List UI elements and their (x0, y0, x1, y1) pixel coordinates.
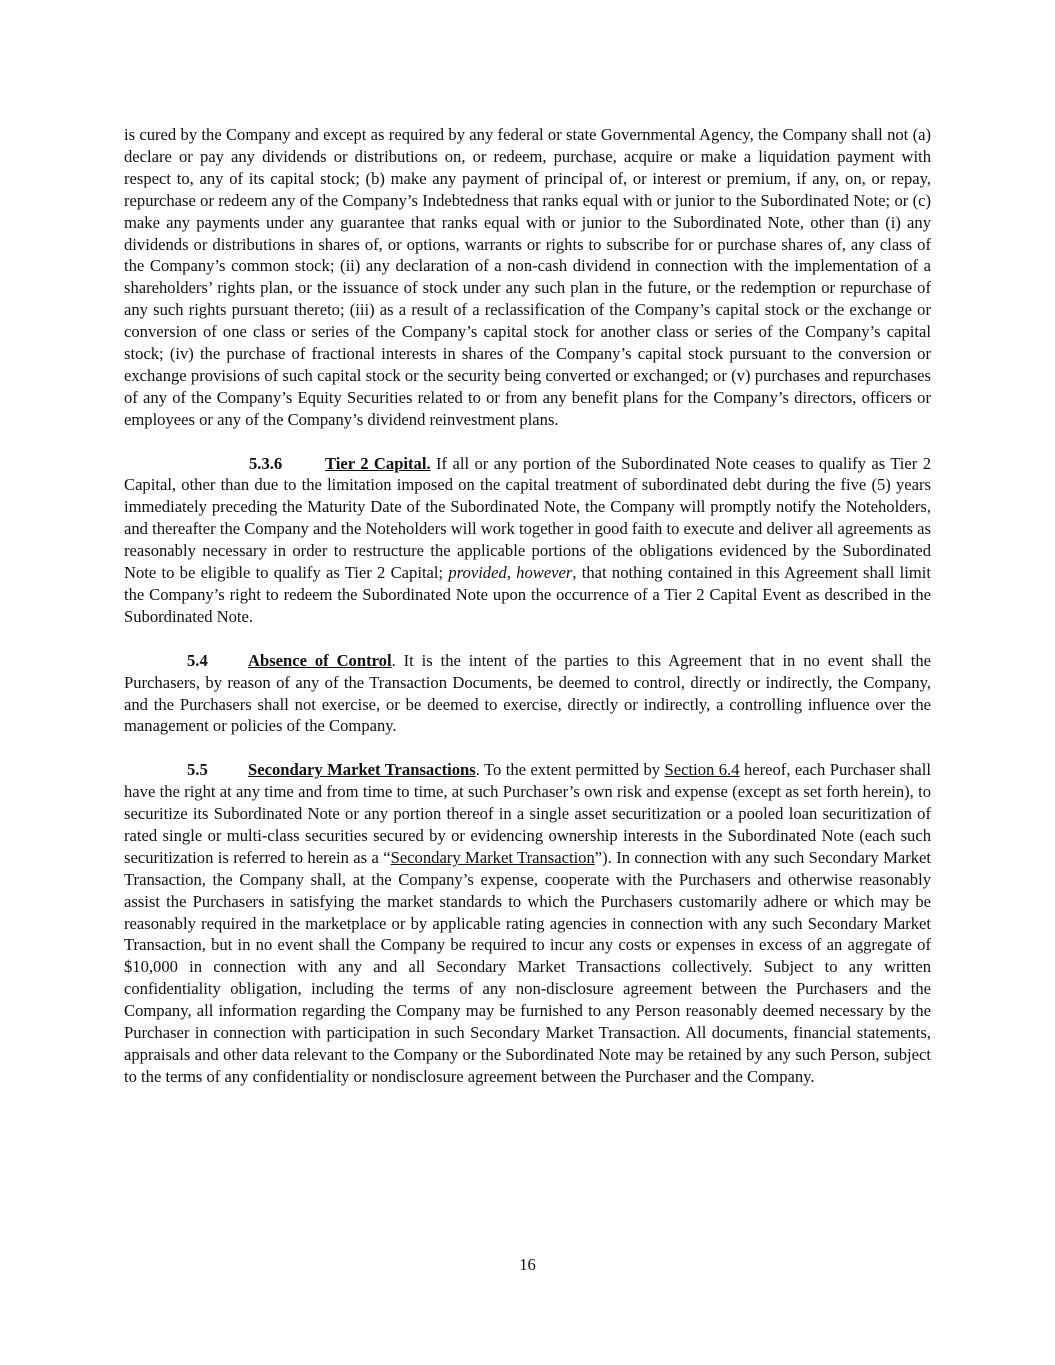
section-5-5 (124, 759, 931, 1088)
section-text: . To the extent permitted by (475, 760, 665, 780)
section-number: 5.5 (187, 760, 208, 780)
section-text: hereof, each Purchaser shall have the right at any time and from time to time, at such Purchaser’s own risk and expense (except as set forth herein), to securitize its Subordinated Note or any portion thereof in a single asset securitization or a pooled loan securitization of rated single or multi-class securities secured by or evidencing ownership interests in the Subordinated Note (each such securitization is referred to herein as a “ (124, 760, 931, 867)
paragraph-continuation: is cured by the Company and except as required by any federal or state Governmental Agency, the Company shall not (a) declare or pay any dividends or distributions on, or redeem, purchase, acquire or make a liquidation payment with respect to, any of its capital stock; (b) make any payment of principal of, or interest or premium, if any, on, or repay, repurchase or redeem any of the Company’s Indebtedness that ranks equal with or junior to the Subordinated Note; or (c) make any payments under any guarantee that ranks equal with or junior to the Subordinated Note, other than (i) any dividends or distributions in shares of, or options, warrants or rights to subscribe for or purchase shares of, any class of the Company’s common stock; (ii) any declaration of a non-cash dividend in connection with the implementation of a shareholders’ rights plan, or the issuance of stock under any such plan in the future, or the redemption or repurchase of any such rights pursuant thereto; (iii) as a result of a reclassification of the Company’s capital stock or the exchange or conversion of one class or series of the Company’s capital stock for another class or series of the Company’s capital stock; (iv) the purchase of fractional interests in shares of the Company’s capital stock pursuant to the conversion or exchange provisions of such capital stock or the security being converted or exchanged; or (v) purchases and repurchases of any of the Company’s Equity Securities related to or from any benefit plans for the Company’s directors, officers or employees or any of the Company’s dividend reinvestment plans. (124, 125, 931, 429)
section-text: ”). In connection with any such Secondary Market Transaction, the Company shall, at the Company’s expense, cooperate with the Purchasers and otherwise reasonably assist the Purchasers in satisfying the market standards to which the Purchasers customarily adhere or which may be reasonably required in the marketplace or by applicable rating agencies in connection with any such Secondary Market Transaction, but in no event shall the Company be required to incur any costs or expenses in excess of an aggregate of $10,000 in connection with any and all Secondary Market Transactions collectively. Subject to any written confidentiality obligation, including the terms of any non-disclosure agreement between the Purchasers and the Company, all information regarding the Company may be furnished to any Person reasonably deemed necessary by the Purchaser in connection with participation in such Secondary Market Transaction. All documents, financial statements, appraisals and other data relevant to the Company or the Subordinated Note may be retained by any such Person, subject to the terms of any confidentiality or nondisclosure agreement between the Purchaser and the Company. (124, 847, 931, 1086)
defined-term: Secondary Market Transaction (390, 847, 595, 867)
page-number: 16 (519, 1255, 536, 1274)
section-5-4 (124, 650, 931, 738)
section-italic-text: provided, however (448, 563, 573, 583)
document-page (124, 124, 931, 1088)
section-number: 5.4 (187, 650, 208, 670)
section-number: 5.3.6 (249, 453, 283, 473)
section-heading: Tier 2 Capital. (325, 453, 431, 473)
section-5-3-6 (124, 453, 931, 628)
section-text: If all or any portion of the Subordinated Note ceases to qualify as Tier 2 Capital, other than due to the limitation imposed on the capital treatment of subordinated debt during the five (5) years immediately preceding the Maturity Date of the Subordinated Note, the Company will promptly notify the Noteholders, and thereafter the Company and the Noteholders will work together in good faith to execute and deliver all agreements as reasonably necessary in order to restructure the applicable portions of the obligations evidenced by the Subordinated Note to be eligible to qualify as Tier 2 Capital; (124, 453, 932, 583)
section-heading: Absence of Control (248, 650, 392, 670)
section-text: . It is the intent of the parties to this Agreement that in no event shall the Purchasers, by reason of any of the Transaction Documents, be deemed to control, directly or indirectly, the Company, and the Purchasers shall not exercise, or be deemed to exercise, directly or indirectly, a controlling influence over the management or policies of the Company. (124, 650, 932, 736)
section-heading: Secondary Market Transactions (248, 760, 476, 780)
section-text: , that nothing contained in this Agreement shall limit the Company’s right to redeem the Subordinated Note upon the occurrence of a Tier 2 Capital Event as described in the Subordinated Note. (124, 563, 931, 626)
section-reference: Section 6.4 (664, 760, 740, 780)
